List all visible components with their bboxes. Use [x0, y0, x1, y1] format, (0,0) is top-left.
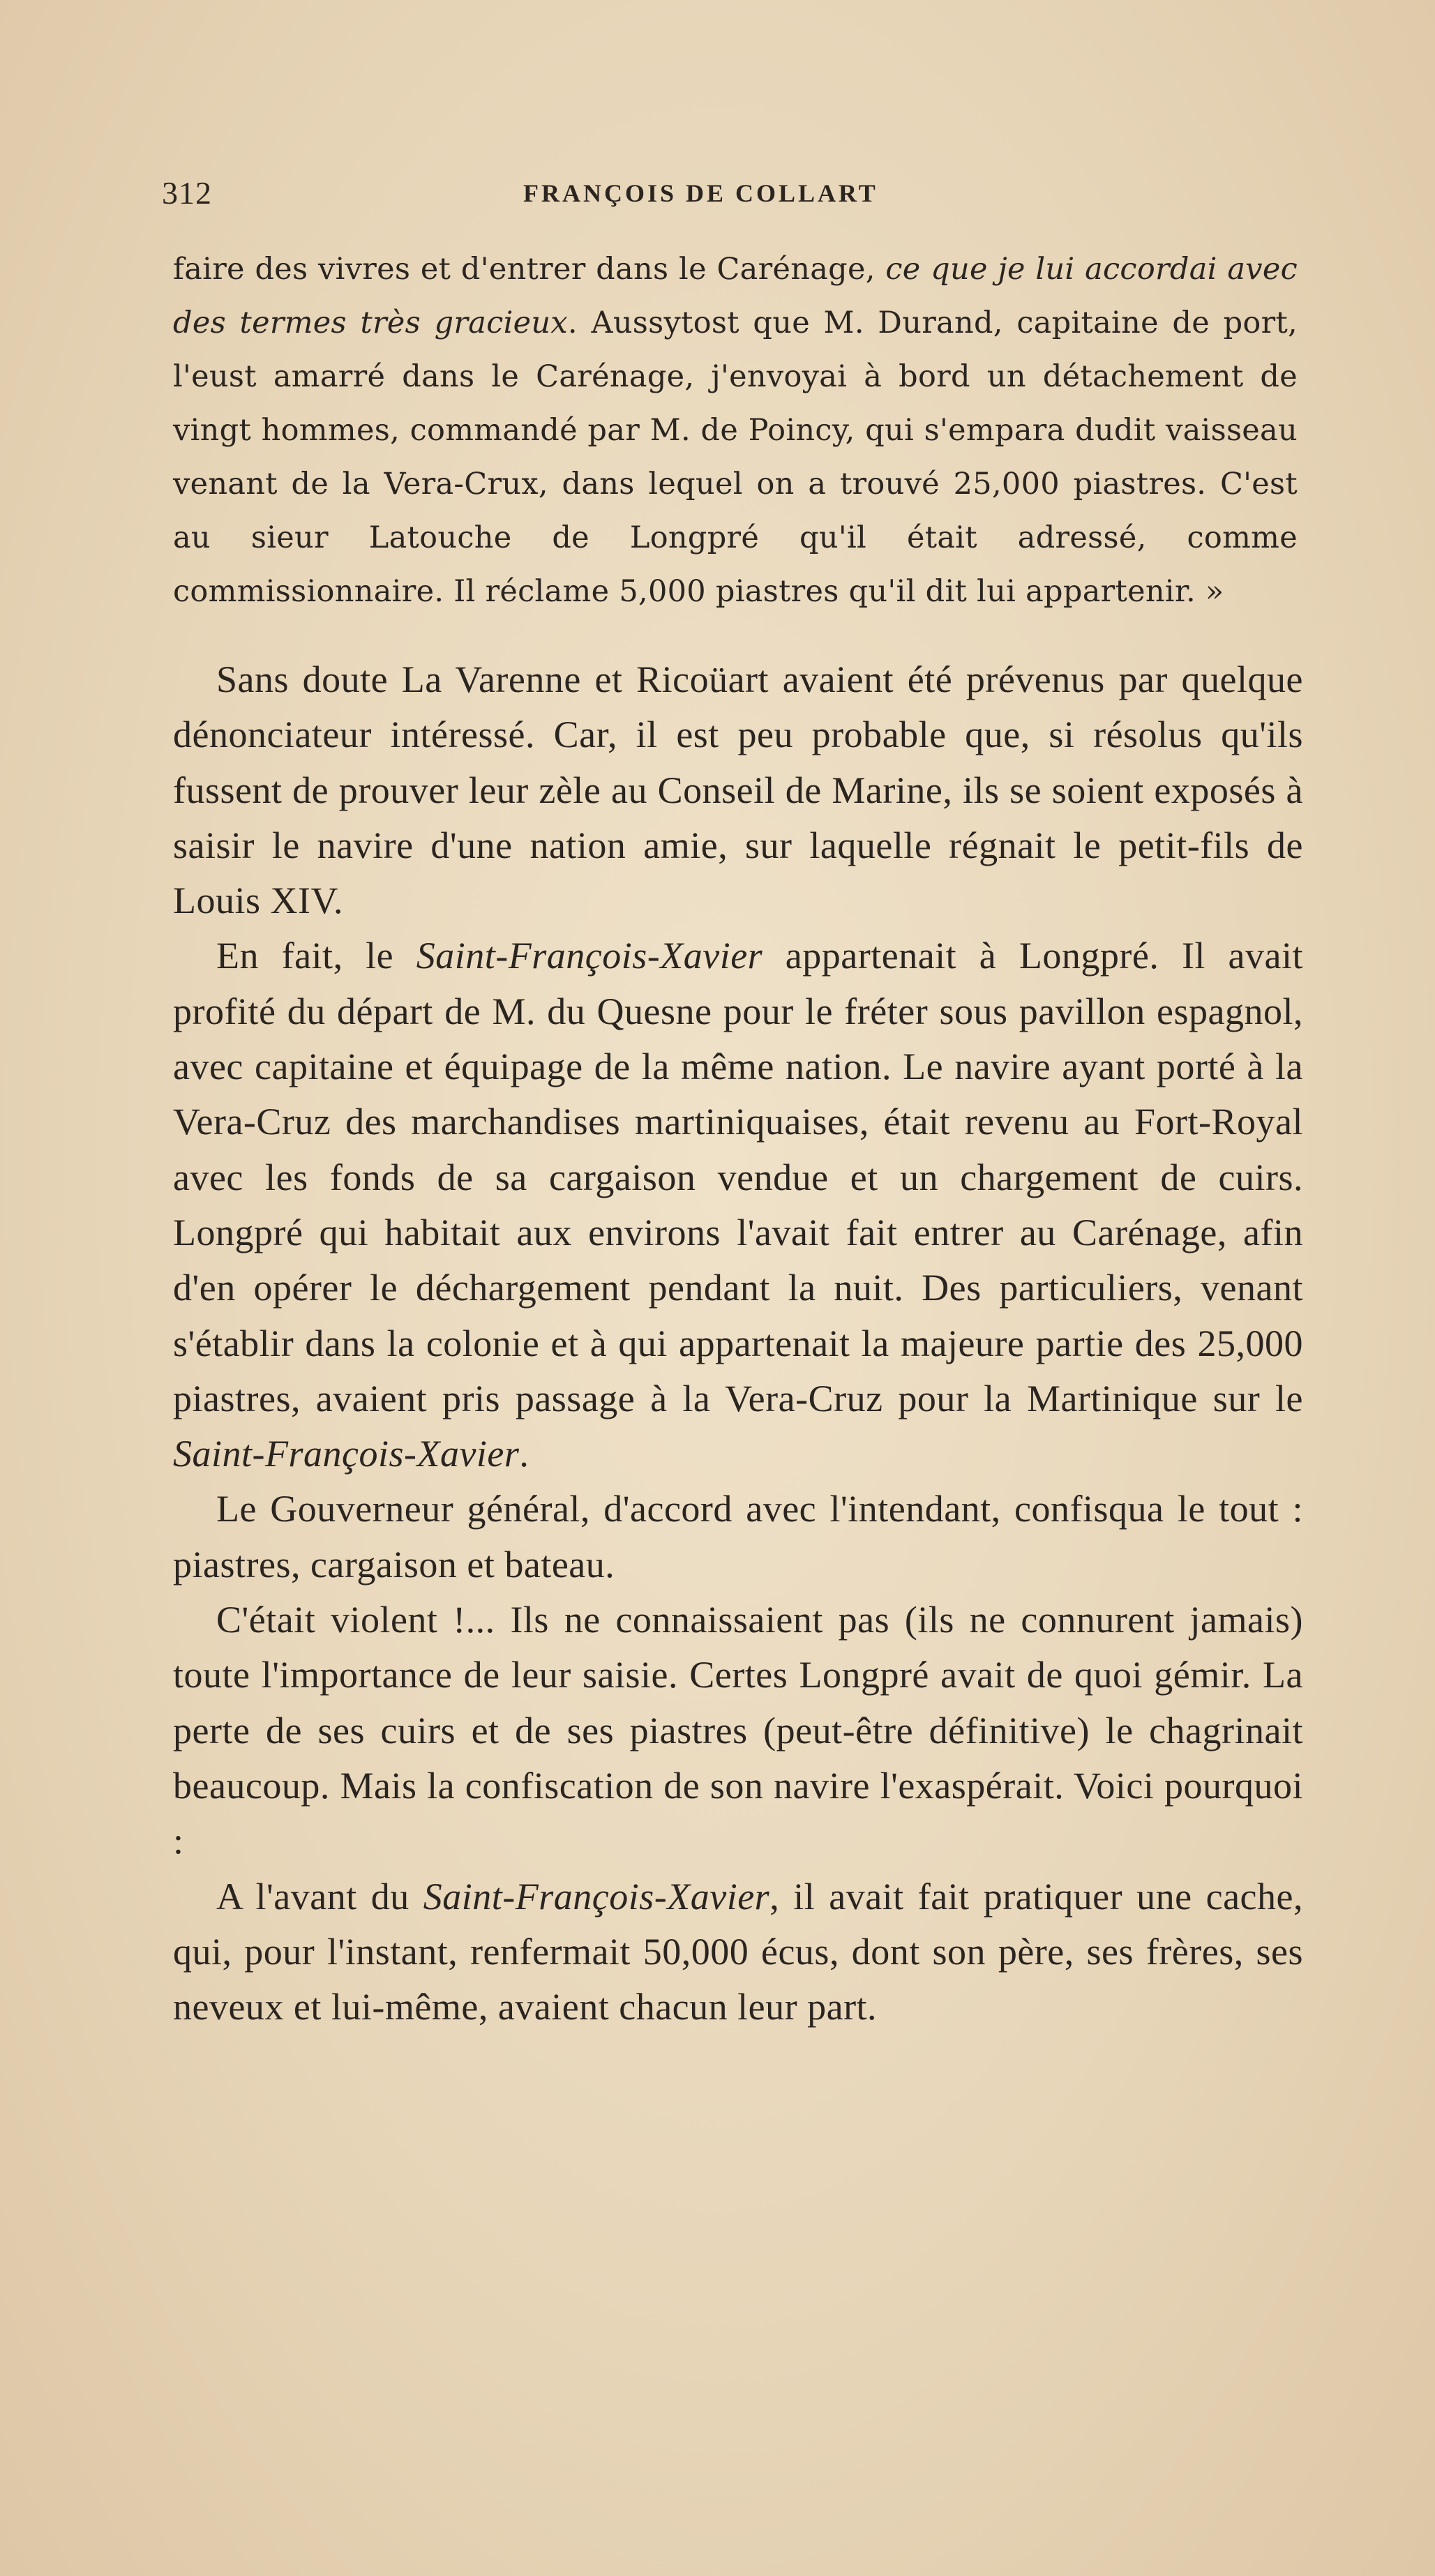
- page-header: [160, 174, 1305, 216]
- paragraph: [173, 1869, 1303, 2035]
- paragraph-text: , il avait fait pratiquer une cache, qui, pour l'instant, renfermait 50,000 écus, dont son père, ses frères, ses neveux et lui-même, avaient chacun leur part.: [173, 1875, 1303, 2028]
- paragraph-text: A l'avant du: [216, 1875, 423, 1918]
- running-head: FRANÇOIS DE COLLART: [523, 179, 878, 207]
- paragraph: Le Gouverneur général, d'accord avec l'intendant, confisqua le tout : piastres, cargaison et bateau.: [173, 1488, 1303, 1585]
- quote-italic-phrase: ce que je lui accordai avec des termes très gracieux: [173, 252, 1298, 340]
- page-number: 312: [162, 175, 212, 211]
- ship-name: Saint-François-Xavier: [173, 1433, 520, 1475]
- paragraph: [173, 928, 1303, 1482]
- paragraph: Sans doute La Varenne et Ricoüart avaient été prévenus par quelque dénonciateur intéressé. Car, il est peu probable que, si résolus qu'ils fussent de prouver leur zèle au Conseil de Marine, ils se soient exposés à saisir le navire d'une nation amie, sur laquelle régnait le petit-fils de Louis XIV.: [173, 658, 1303, 922]
- paragraph: C'était violent !... Ils ne connaissaient pas (ils ne connurent jamais) toute l'importance de leur saisie. Certes Longpré avait de quoi gémir. La perte de ses cuirs et de ses piastres (peut-être définitive) le chagrinait beaucoup. Mais la confiscation de son navire l'exaspérait. Voici pourquoi :: [173, 1599, 1303, 1862]
- ship-name: Saint-François-Xavier: [423, 1875, 770, 1918]
- ship-name: Saint-François-Xavier: [416, 935, 763, 977]
- paragraph-text: appartenait à Longpré. Il avait profité du départ de M. du Quesne pour le fréter sous pavillon espagnol, avec capitaine et équipage de la même nation. Le navire ayant porté à la Vera-Cruz des marchandises martiniquaises, était revenu au Fort-Royal avec les fonds de sa cargaison vendue et un chargement de cuirs. Longpré qui habitait aux environs l'avait fait entrer au Carénage, afin d'en opérer le déchargement pendant la nuit. Des particuliers, venant s'établir dans la colonie et à qui appartenait la majeure partie des 25,000 piastres, avaient pris passage à la Vera-Cruz pour la Martinique sur le: [173, 935, 1303, 1419]
- paragraph-text: En fait, le: [216, 935, 416, 977]
- quote-text-start: faire des vivres et d'entrer dans le Carénage,: [173, 252, 886, 287]
- body-text: [173, 652, 1303, 2035]
- quoted-letter: [173, 243, 1298, 619]
- quote-text-end: . Aussytost que M. Durand, capitaine de port, l'eust amarré dans le Carénage, j'envoyai à bord un détachement de vingt hommes, commandé par M. de Poincy, qui s'empara dudit vaisseau venant de la Vera-Crux, dans lequel on a trouvé 25,000 piastres. C'est au sieur Latouche de Longpré qu'il était adressé, comme commissionnaire. Il réclame 5,000 piastres qu'il dit lui appartenir. »: [173, 306, 1298, 609]
- paragraph-text: .: [519, 1433, 529, 1475]
